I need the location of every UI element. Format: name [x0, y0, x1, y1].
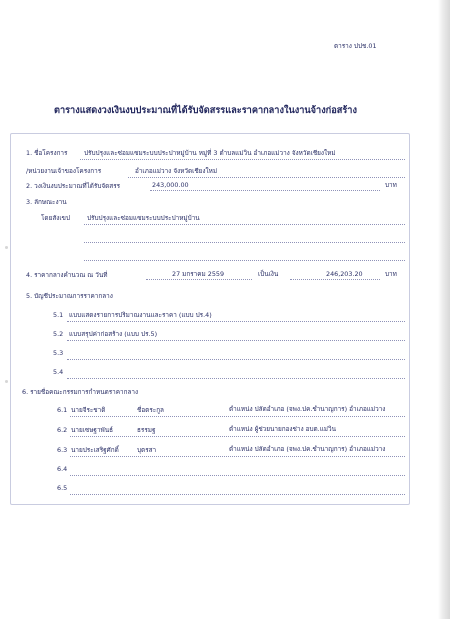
- member-position: ตำแหน่ง ปลัดอำเภอ (จพง.ปค.ชำนาญการ) อำเภอแม่วาง: [229, 445, 386, 453]
- dotted-line: [150, 190, 380, 191]
- item2-label: 2. วงเงินงบประมาณที่ได้รับจัดสรร: [26, 182, 121, 190]
- estimate-num: 5.4: [53, 368, 64, 376]
- dotted-line: [128, 177, 405, 178]
- estimate-num: 5.3: [53, 349, 64, 357]
- form-code: ตาราง ปปช.01: [334, 42, 377, 50]
- member-num: 6.1: [57, 406, 68, 414]
- scan-edge-shadow: [438, 0, 450, 619]
- member-last-name: บุตรสา: [137, 446, 157, 454]
- member-first-name: นายเซษฐาพันธ์: [71, 426, 114, 434]
- dotted-line: [146, 279, 252, 280]
- dotted-line: [290, 279, 380, 280]
- estimate-text: แบบแสดงรายการปริมาณงานและราคา (แบบ ปร.4): [69, 311, 212, 319]
- dotted-line: [84, 224, 405, 225]
- member-position: ตำแหน่ง ผู้ช่วยนายกองช่าง อบต.แม่วิน: [229, 425, 336, 433]
- punch-mark: [5, 246, 8, 249]
- work-description: ปรับปรุงและซ่อมแซมระบบประปาหมู่บ้าน: [87, 214, 200, 222]
- member-last-name: ธรรมฐ: [137, 426, 156, 434]
- estimate-num: 5.2: [53, 330, 64, 338]
- document-title: ตารางแสดงวงเงินงบประมาณที่ได้รับจัดสรรและราคากลางในงานจ้างก่อสร้าง: [54, 105, 357, 116]
- amount-label: เป็นเงิน: [258, 270, 279, 278]
- punch-mark: [5, 380, 8, 383]
- member-first-name: นายจีระชาติ: [71, 406, 106, 414]
- member-position: ตำแหน่ง ปลัดอำเภอ (จพง.ปค.ชำนาญการ) อำเภอแม่วาง: [229, 405, 386, 413]
- median-price-unit: บาท: [385, 270, 397, 278]
- dotted-line: [70, 436, 405, 437]
- dotted-line: [70, 416, 405, 417]
- member-last-name: ชื่อตระกูล: [137, 406, 164, 414]
- member-first-name: นายประเสริฐศักดิ์: [71, 446, 119, 454]
- estimate-text: แบบสรุปค่าก่อสร้าง (แบบ ปร.5): [69, 330, 158, 338]
- dotted-line: [70, 475, 405, 476]
- dotted-line: [70, 494, 405, 495]
- dotted-line: [80, 159, 405, 160]
- dotted-line: [84, 242, 405, 243]
- item6-label: 6. รายชื่อคณะกรรมการกำหนดราคากลาง: [22, 388, 139, 396]
- project-name: ปรับปรุงและซ่อมแซมระบบประปาหมู่บ้าน หมู่ที่ 3 ตำบลแม่วิน อำเภอแม่วาง จังหวัดเชียงใหม่: [84, 149, 336, 157]
- dotted-line: [67, 340, 405, 341]
- member-num: 6.2: [57, 426, 68, 434]
- median-price: 246,203.20: [326, 270, 363, 278]
- dotted-line: [67, 321, 405, 322]
- member-num: 6.3: [57, 446, 68, 454]
- budget-amount: 243,000.00: [152, 181, 189, 189]
- item3-label: 3. ลักษณะงาน: [26, 198, 67, 206]
- agency-name: อำเภอแม่วาง จังหวัดเชียงใหม่: [135, 167, 218, 175]
- dotted-line: [67, 378, 405, 379]
- dotted-line: [70, 456, 405, 457]
- item1-label: 1. ชื่อโครงการ: [26, 149, 68, 157]
- item5-label: 5. บัญชีประมาณการราคากลาง: [26, 292, 113, 300]
- member-num: 6.4: [57, 465, 68, 473]
- estimate-num: 5.1: [53, 311, 64, 319]
- budget-unit: บาท: [385, 181, 397, 189]
- dotted-line: [84, 260, 405, 261]
- reference-date: 27 มกราคม 2559: [172, 270, 225, 278]
- item4-label: 4. ราคากลางคำนวณ ณ วันที่: [26, 271, 108, 279]
- dotted-line: [67, 359, 405, 360]
- item3-sub-label: โดยสังเขป: [41, 214, 70, 222]
- member-num: 6.5: [57, 484, 68, 492]
- agency-label: /หน่วยงานเจ้าของโครงการ: [26, 167, 102, 175]
